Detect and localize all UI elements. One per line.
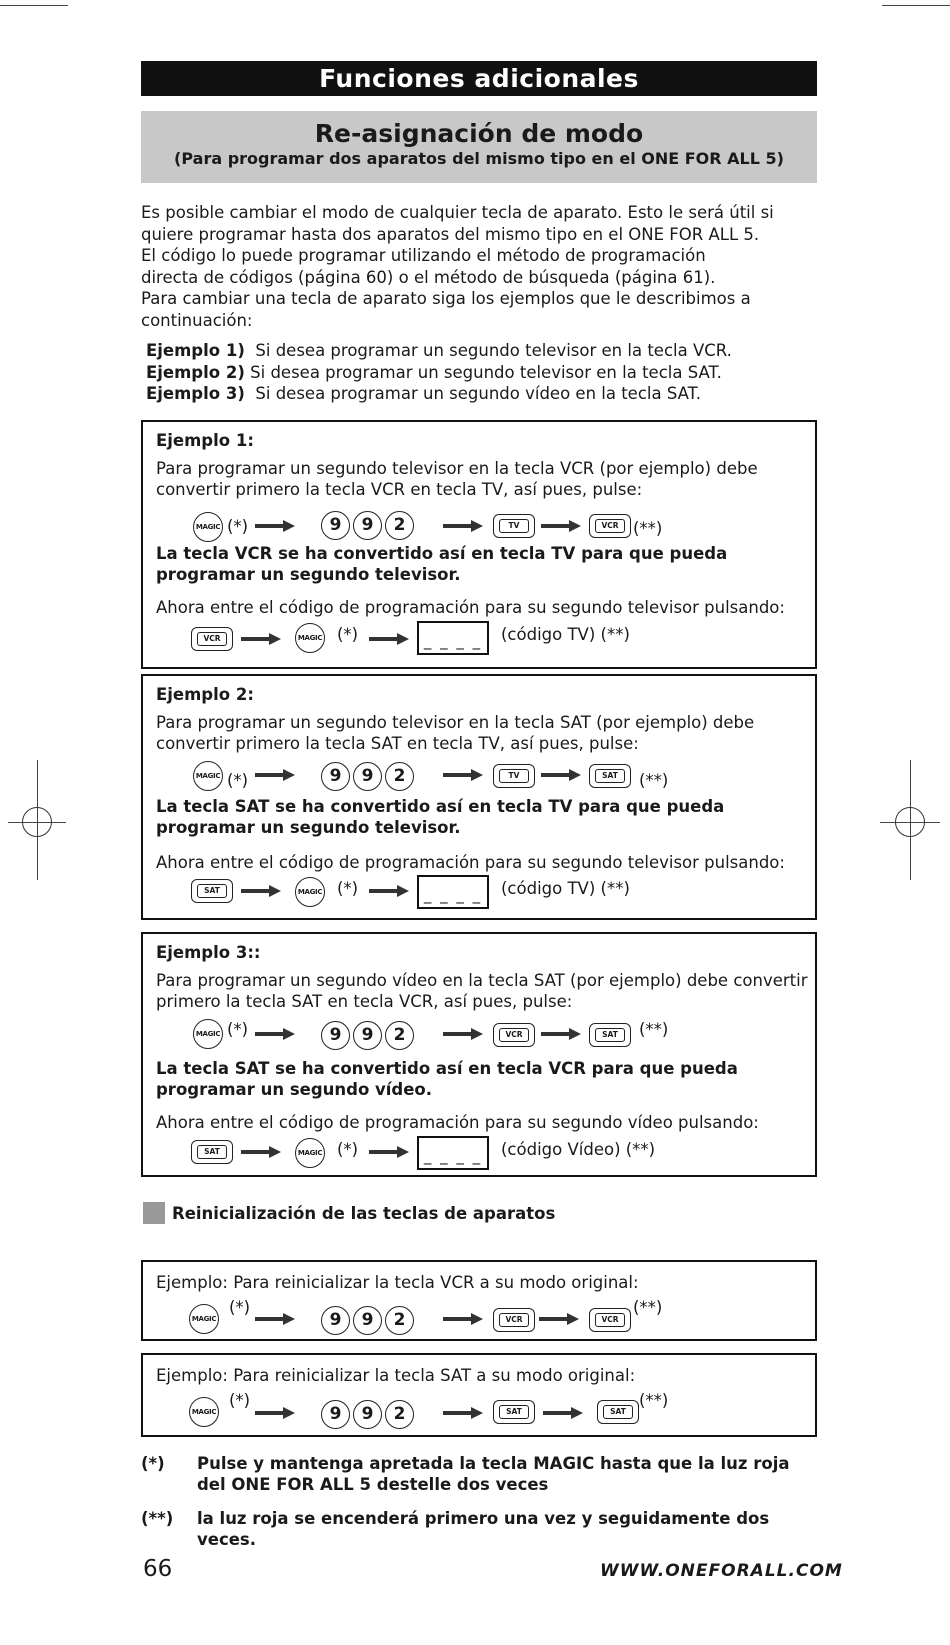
footnote-mark: (**): [141, 1509, 174, 1528]
footnote-text: Pulse y mantenga apretada la tecla MAGIC hasta que la luz roja: [197, 1454, 790, 1473]
sat-key-icon: SAT: [493, 1400, 535, 1424]
key-9-icon: 9: [353, 1400, 382, 1429]
code-label: (código Vídeo) (**): [501, 1140, 656, 1159]
magic-key-icon: MAGIC: [295, 623, 325, 653]
magic-key-icon: MAGIC: [295, 877, 325, 907]
intro-line: Para cambiar una tecla de aparato siga los ejemplos que le describimos a: [141, 289, 751, 308]
code-label: (código TV) (**): [501, 625, 630, 644]
arrow-icon: [541, 1027, 581, 1041]
code-input-box: _ _ _ _: [417, 875, 489, 909]
sat-key-icon: SAT: [191, 1140, 233, 1164]
key-9-icon: 9: [321, 1021, 350, 1050]
intro-line: Es posible cambiar el modo de cualquier tecla de aparato. Esto le será útil si: [141, 203, 774, 222]
arrow-icon: [241, 632, 281, 646]
key-9-icon: 9: [353, 762, 382, 791]
magic-key-icon: MAGIC: [193, 1019, 223, 1049]
arrow-icon: [241, 884, 281, 898]
magic-key-icon: MAGIC: [189, 1304, 219, 1334]
registration-circle: [895, 807, 925, 837]
vcr-key-icon: VCR: [493, 1308, 535, 1332]
key-9-icon: 9: [353, 1306, 382, 1335]
mark-single: (*): [229, 1391, 251, 1410]
box-title: Ejemplo 1:: [156, 431, 254, 450]
arrow-icon: [443, 1312, 483, 1326]
key-9-icon: 9: [321, 762, 350, 791]
reinit-heading: Reinicialización de las teclas de aparatos: [172, 1204, 556, 1223]
box-text: convertir primero la tecla SAT en tecla TV, así pues, pulse:: [156, 734, 639, 753]
code-input-box: _ _ _ _: [417, 621, 489, 655]
example-item: Ejemplo 1) Si desea programar un segundo televisor en la tecla VCR.: [146, 341, 732, 360]
arrow-icon: [541, 519, 581, 533]
magic-key-icon: MAGIC: [189, 1397, 219, 1427]
arrow-icon: [255, 1312, 295, 1326]
crop-mark: [0, 5, 68, 6]
reinit-sat-box: [141, 1353, 817, 1437]
sat-key-icon: SAT: [597, 1400, 639, 1424]
arrow-icon: [443, 519, 483, 533]
footnote-text: la luz roja se encenderá primero una vez y seguidamente dos: [197, 1509, 770, 1528]
magic-key-icon: MAGIC: [193, 761, 223, 791]
sat-key-icon: SAT: [191, 879, 233, 903]
key-2-icon: 2: [385, 1400, 414, 1429]
mark-single: (*): [337, 879, 359, 898]
mark-single: (*): [227, 771, 249, 790]
arrow-icon: [369, 632, 409, 646]
intro-paragraph: [141, 202, 821, 331]
examples-list: [146, 340, 732, 405]
vcr-key-icon: VCR: [493, 1023, 535, 1047]
sat-key-icon: SAT: [589, 1023, 631, 1047]
page-number: 66: [143, 1556, 173, 1582]
vcr-key-icon: VCR: [589, 1308, 631, 1332]
arrow-icon: [255, 1027, 295, 1041]
mark-double: (**): [639, 771, 669, 790]
arrow-icon: [443, 1406, 483, 1420]
mark-double: (**): [639, 1391, 669, 1410]
key-9-icon: 9: [353, 1021, 382, 1050]
tv-key-icon: TV: [493, 764, 535, 788]
box-text: Ejemplo: Para reinicializar la tecla SAT a su modo original:: [156, 1366, 636, 1385]
arrow-icon: [539, 1312, 579, 1326]
page-title: Funciones adicionales: [141, 61, 817, 96]
box-bold-text: programar un segundo televisor.: [156, 818, 461, 837]
section-bullet-square: [143, 1202, 165, 1224]
mark-double: (**): [633, 1298, 663, 1317]
crop-mark: [882, 5, 950, 6]
mark-single: (*): [227, 1020, 249, 1039]
example-item: Ejemplo 2) Si desea programar un segundo televisor en la tecla SAT.: [146, 362, 722, 382]
footer-url: WWW.ONEFORALL.COM: [600, 1561, 843, 1581]
section-header: [141, 111, 817, 183]
mark-single: (*): [229, 1298, 251, 1317]
arrow-icon: [443, 1027, 483, 1041]
box-bold-text: La tecla SAT se ha convertido así en tecla VCR para que pueda: [156, 1059, 738, 1078]
example-box-2: [141, 674, 817, 920]
key-9-icon: 9: [321, 511, 350, 540]
box-text: Para programar un segundo televisor en la tecla VCR (por ejemplo) debe: [156, 459, 758, 478]
box-text: Ahora entre el código de programación para su segundo televisor pulsando:: [156, 598, 785, 617]
magic-key-icon: MAGIC: [295, 1138, 325, 1168]
mark-single: (*): [337, 625, 359, 644]
box-text: Ahora entre el código de programación para su segundo televisor pulsando:: [156, 853, 785, 872]
mark-double: (**): [639, 1020, 669, 1039]
magic-key-icon: MAGIC: [193, 512, 223, 542]
vcr-key-icon: VCR: [191, 627, 233, 651]
mark-single: (*): [337, 1140, 359, 1159]
code-input-box: _ _ _ _: [417, 1136, 489, 1170]
box-title: Ejemplo 2:: [156, 685, 254, 704]
arrow-icon: [543, 1406, 583, 1420]
key-9-icon: 9: [321, 1400, 350, 1429]
mark-single: (*): [227, 517, 249, 536]
key-2-icon: 2: [385, 762, 414, 791]
box-text: Ejemplo: Para reinicializar la tecla VCR a su modo original:: [156, 1273, 639, 1292]
box-bold-text: programar un segundo vídeo.: [156, 1080, 433, 1099]
box-text: convertir primero la tecla VCR en tecla TV, así pues, pulse:: [156, 480, 643, 499]
key-2-icon: 2: [385, 1021, 414, 1050]
tv-key-icon: TV: [493, 514, 535, 538]
key-9-icon: 9: [353, 511, 382, 540]
arrow-icon: [541, 768, 581, 782]
box-text: primero la tecla SAT en tecla VCR, así pues, pulse:: [156, 992, 573, 1011]
box-bold-text: programar un segundo televisor.: [156, 565, 461, 584]
key-2-icon: 2: [385, 511, 414, 540]
key-2-icon: 2: [385, 1306, 414, 1335]
intro-line: quiere programar hasta dos aparatos del mismo tipo en el ONE FOR ALL 5.: [141, 224, 760, 244]
arrow-icon: [255, 1406, 295, 1420]
footnote-text: veces.: [197, 1530, 257, 1549]
example-item: Ejemplo 3) Si desea programar un segundo vídeo en la tecla SAT.: [146, 384, 701, 403]
box-title: Ejemplo 3::: [156, 943, 261, 962]
box-text: Ahora entre el código de programación para su segundo vídeo pulsando:: [156, 1113, 759, 1132]
box-bold-text: La tecla VCR se ha convertido así en tecla TV para que pueda: [156, 544, 728, 563]
box-bold-text: La tecla SAT se ha convertido así en tecla TV para que pueda: [156, 797, 725, 816]
vcr-key-icon: VCR: [589, 514, 631, 538]
arrow-icon: [241, 1145, 281, 1159]
footnote-mark: (*): [141, 1454, 165, 1473]
reinit-vcr-box: [141, 1260, 817, 1341]
box-text: Para programar un segundo vídeo en la tecla SAT (por ejemplo) debe convertir: [156, 971, 808, 990]
arrow-icon: [369, 884, 409, 898]
box-text: Para programar un segundo televisor en la tecla SAT (por ejemplo) debe: [156, 713, 755, 732]
intro-line: El código lo puede programar utilizando el método de programación: [141, 246, 706, 265]
key-9-icon: 9: [321, 1306, 350, 1335]
intro-line: directa de códigos (página 60) o el método de búsqueda (página 61).: [141, 267, 716, 287]
code-label: (código TV) (**): [501, 879, 630, 898]
example-box-3: [141, 932, 817, 1177]
sat-key-icon: SAT: [589, 764, 631, 788]
section-title: Re-asignación de modo: [314, 119, 644, 148]
mark-double: (**): [633, 519, 663, 538]
footnote-text: del ONE FOR ALL 5 destelle dos veces: [197, 1475, 549, 1494]
arrow-icon: [443, 768, 483, 782]
arrow-icon: [369, 1145, 409, 1159]
example-box-1: [141, 420, 817, 669]
section-subtitle: (Para programar dos aparatos del mismo tipo en el ONE FOR ALL 5): [174, 149, 784, 168]
registration-circle: [22, 807, 52, 837]
intro-line: continuación:: [141, 310, 253, 330]
arrow-icon: [255, 519, 295, 533]
arrow-icon: [255, 768, 295, 782]
